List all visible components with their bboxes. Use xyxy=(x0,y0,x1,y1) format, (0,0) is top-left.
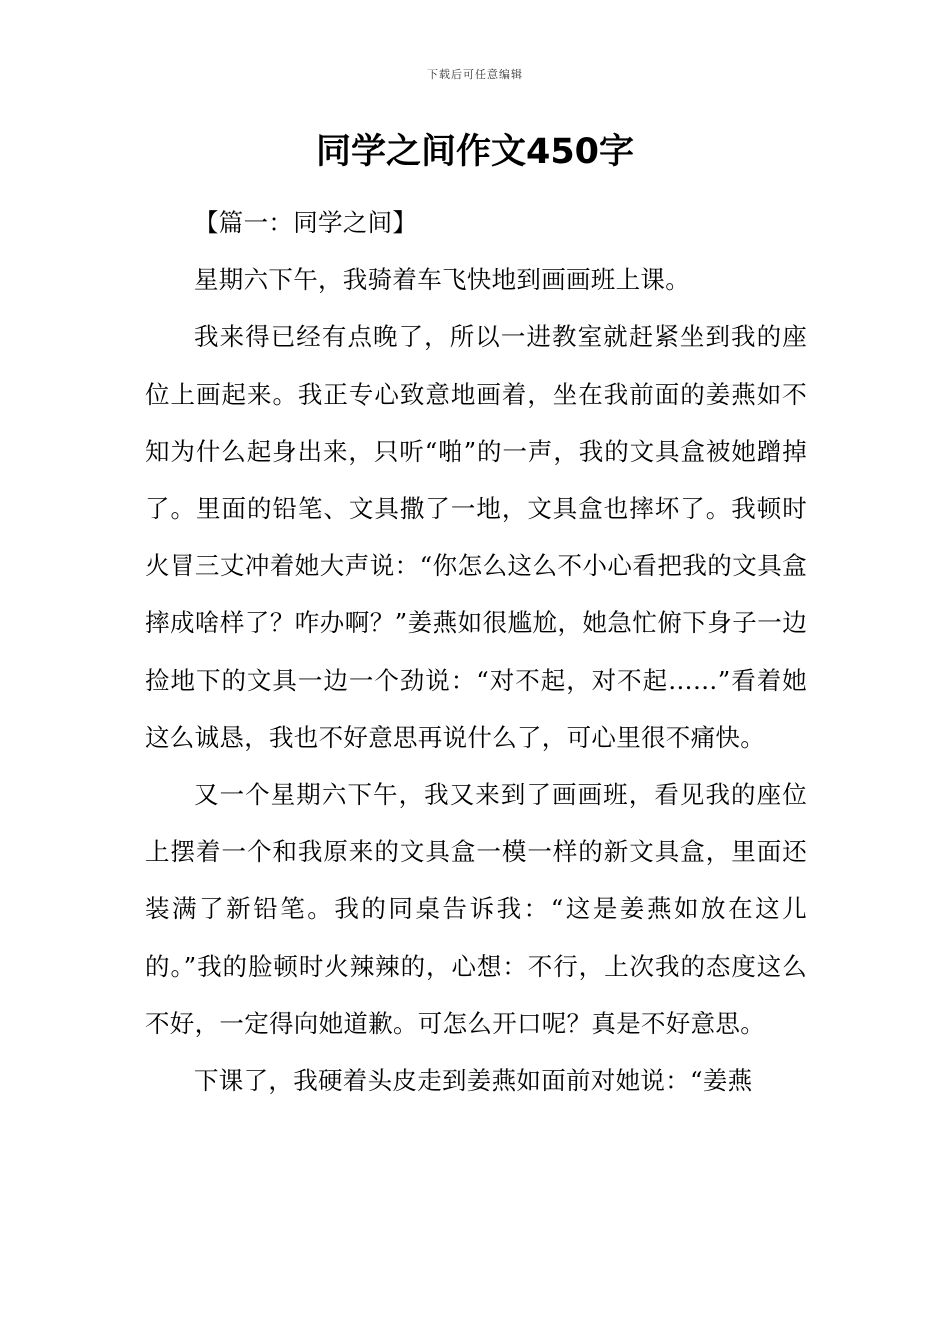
paragraph: 下课了，我硬着头皮走到姜燕如面前对她说：“姜燕 xyxy=(194,1066,753,1096)
header-note: 下载后可任意编辑 xyxy=(427,68,523,81)
article-body xyxy=(145,194,807,1109)
section-heading: 【篇一：同学之间】 xyxy=(194,208,418,237)
paragraph: 又一个星期六下午，我又来到了画画班，看见我的座位上摆着一个和我原来的文具盒一模一样的新文具盒，里面还装满了新铅笔。我的同桌告诉我：“这是姜燕如放在这儿的。”我的脸顿时火辣辣的，心想：不行，上次我的态度这么不好，一定得向她道歉。可怎么开口呢？真是不好意思。 xyxy=(145,780,807,1038)
paragraph: 星期六下午，我骑着车飞快地到画画班上课。 xyxy=(194,265,690,295)
page-title: 同学之间作文450字 xyxy=(315,132,635,172)
paragraph: 我来得已经有点晚了，所以一进教室就赶紧坐到我的座位上画起来。我正专心致意地画着，坐在我前面的姜燕如不知为什么起身出来，只听“啪”的一声，我的文具盒被她蹭掉了。里面的铅笔、文具撒了一地，文具盒也摔坏了。我顿时火冒三丈冲着她大声说：“你怎么这么不小心看把我的文具盒摔成啥样了？咋办啊？”姜燕如很尴尬，她急忙俯下身子一边捡地下的文具一边一个劲说：“对不起，对不起……”看着她这么诚恳，我也不好意思再说什么了，可心里很不痛快。 xyxy=(145,322,807,752)
